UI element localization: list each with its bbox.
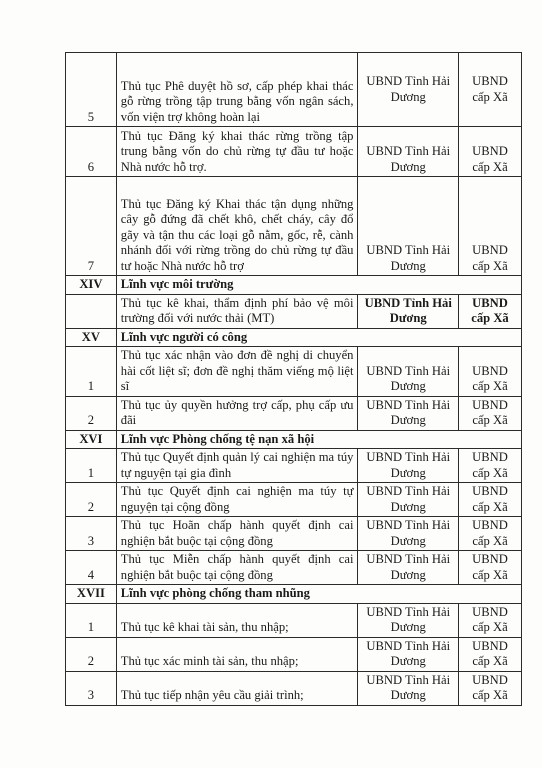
table-row (66, 53, 522, 127)
table-row (66, 517, 522, 551)
level: UBND cấp Xã (459, 347, 522, 397)
agency: UBND Tỉnh Hải Dương (358, 671, 459, 705)
section-title: Lĩnh vực người có công (116, 328, 521, 347)
agency: UBND Tỉnh Hải Dương (358, 637, 459, 671)
agency: UBND Tỉnh Hải Dương (358, 177, 459, 276)
row-number: 7 (66, 177, 117, 276)
level: UBND cấp Xã (459, 637, 522, 671)
section-row (66, 328, 522, 347)
row-number: 2 (66, 637, 117, 671)
section-title: Lĩnh vực môi trường (116, 276, 521, 295)
row-number: 3 (66, 517, 117, 551)
agency: UBND Tỉnh Hải Dương (358, 483, 459, 517)
procedure-name: Thủ tục ủy quyền hưởng trợ cấp, phụ cấp ưu đãi (116, 396, 358, 430)
row-number: 5 (66, 53, 117, 127)
level: UBND cấp Xã (459, 551, 522, 585)
procedure-name: Thủ tục Miễn chấp hành quyết định cai nghiện bắt buộc tại cộng đồng (116, 551, 358, 585)
procedure-name: Thủ tục Đăng ký khai thác rừng trồng tập trung bằng vốn do chủ rừng tự đầu tư hoặc Nhà nước hỗ trợ. (116, 127, 358, 177)
procedure-name: Thủ tục Phê duyệt hồ sơ, cấp phép khai thác gỗ rừng trồng tập trung bằng vốn ngân sách, vốn viện trợ không hoàn lại (116, 53, 358, 127)
agency: UBND Tỉnh Hải Dương (358, 294, 459, 328)
row-number: 2 (66, 483, 117, 517)
table-row (66, 671, 522, 705)
section-row (66, 276, 522, 295)
row-number: 6 (66, 127, 117, 177)
procedure-name: Thủ tục Hoãn chấp hành quyết định cai nghiện bắt buộc tại cộng đồng (116, 517, 358, 551)
agency: UBND Tỉnh Hải Dương (358, 449, 459, 483)
level: UBND cấp Xã (459, 177, 522, 276)
procedure-name: Thủ tục xác nhận vào đơn đề nghị di chuyển hài cốt liệt sĩ; đơn đề nghị thăm viếng mộ liệt sĩ (116, 347, 358, 397)
row-number: 1 (66, 449, 117, 483)
table-row (66, 127, 522, 177)
section-row (66, 430, 522, 449)
row-number: 1 (66, 603, 117, 637)
procedure-name: Thủ tục kê khai tài sản, thu nhập; (116, 603, 358, 637)
table-row (66, 396, 522, 430)
row-number (66, 294, 117, 328)
level: UBND cấp Xã (459, 53, 522, 127)
table-row (66, 294, 522, 328)
section-number: XVII (66, 585, 117, 604)
level: UBND cấp Xã (459, 671, 522, 705)
section-number: XV (66, 328, 117, 347)
level: UBND cấp Xã (459, 449, 522, 483)
section-number: XIV (66, 276, 117, 295)
table-row (66, 347, 522, 397)
agency: UBND Tỉnh Hải Dương (358, 517, 459, 551)
section-number: XVI (66, 430, 117, 449)
agency: UBND Tỉnh Hải Dương (358, 603, 459, 637)
procedure-name: Thủ tục Quyết định quản lý cai nghiện ma túy tự nguyện tại gia đình (116, 449, 358, 483)
level: UBND cấp Xã (459, 396, 522, 430)
level: UBND cấp Xã (459, 127, 522, 177)
row-number: 4 (66, 551, 117, 585)
section-title: Lĩnh vực Phòng chống tệ nạn xã hội (116, 430, 521, 449)
procedure-name: Thủ tục Quyết định cai nghiện ma túy tự nguyện tại cộng đồng (116, 483, 358, 517)
row-number: 2 (66, 396, 117, 430)
procedure-name: Thủ tục Đăng ký Khai thác tận dụng những cây gỗ đứng đã chết khô, chết cháy, cây đổ gãy và tận thu các loại gỗ nằm, gốc, rễ, cành nhánh đối với rừng trồng do chủ rừng tự đầu tư hoặc Nhà nước hỗ trợ (116, 177, 358, 276)
table-row (66, 483, 522, 517)
section-title: Lĩnh vực phòng chống tham nhũng (116, 585, 521, 604)
procedures-table (65, 52, 522, 706)
agency: UBND Tỉnh Hải Dương (358, 551, 459, 585)
agency: UBND Tỉnh Hải Dương (358, 53, 459, 127)
row-number: 1 (66, 347, 117, 397)
level: UBND cấp Xã (459, 603, 522, 637)
table-row (66, 637, 522, 671)
table-row (66, 177, 522, 276)
level: UBND cấp Xã (459, 294, 522, 328)
procedure-name: Thủ tục tiếp nhận yêu cầu giải trình; (116, 671, 358, 705)
section-row (66, 585, 522, 604)
level: UBND cấp Xã (459, 483, 522, 517)
procedure-name: Thủ tục xác minh tài sản, thu nhập; (116, 637, 358, 671)
table-row (66, 603, 522, 637)
agency: UBND Tỉnh Hải Dương (358, 396, 459, 430)
table-row (66, 449, 522, 483)
agency: UBND Tỉnh Hải Dương (358, 127, 459, 177)
agency: UBND Tỉnh Hải Dương (358, 347, 459, 397)
row-number: 3 (66, 671, 117, 705)
procedure-name: Thủ tục kê khai, thẩm định phí bảo vệ môi trường đối với nước thải (MT) (116, 294, 358, 328)
level: UBND cấp Xã (459, 517, 522, 551)
table-row (66, 551, 522, 585)
